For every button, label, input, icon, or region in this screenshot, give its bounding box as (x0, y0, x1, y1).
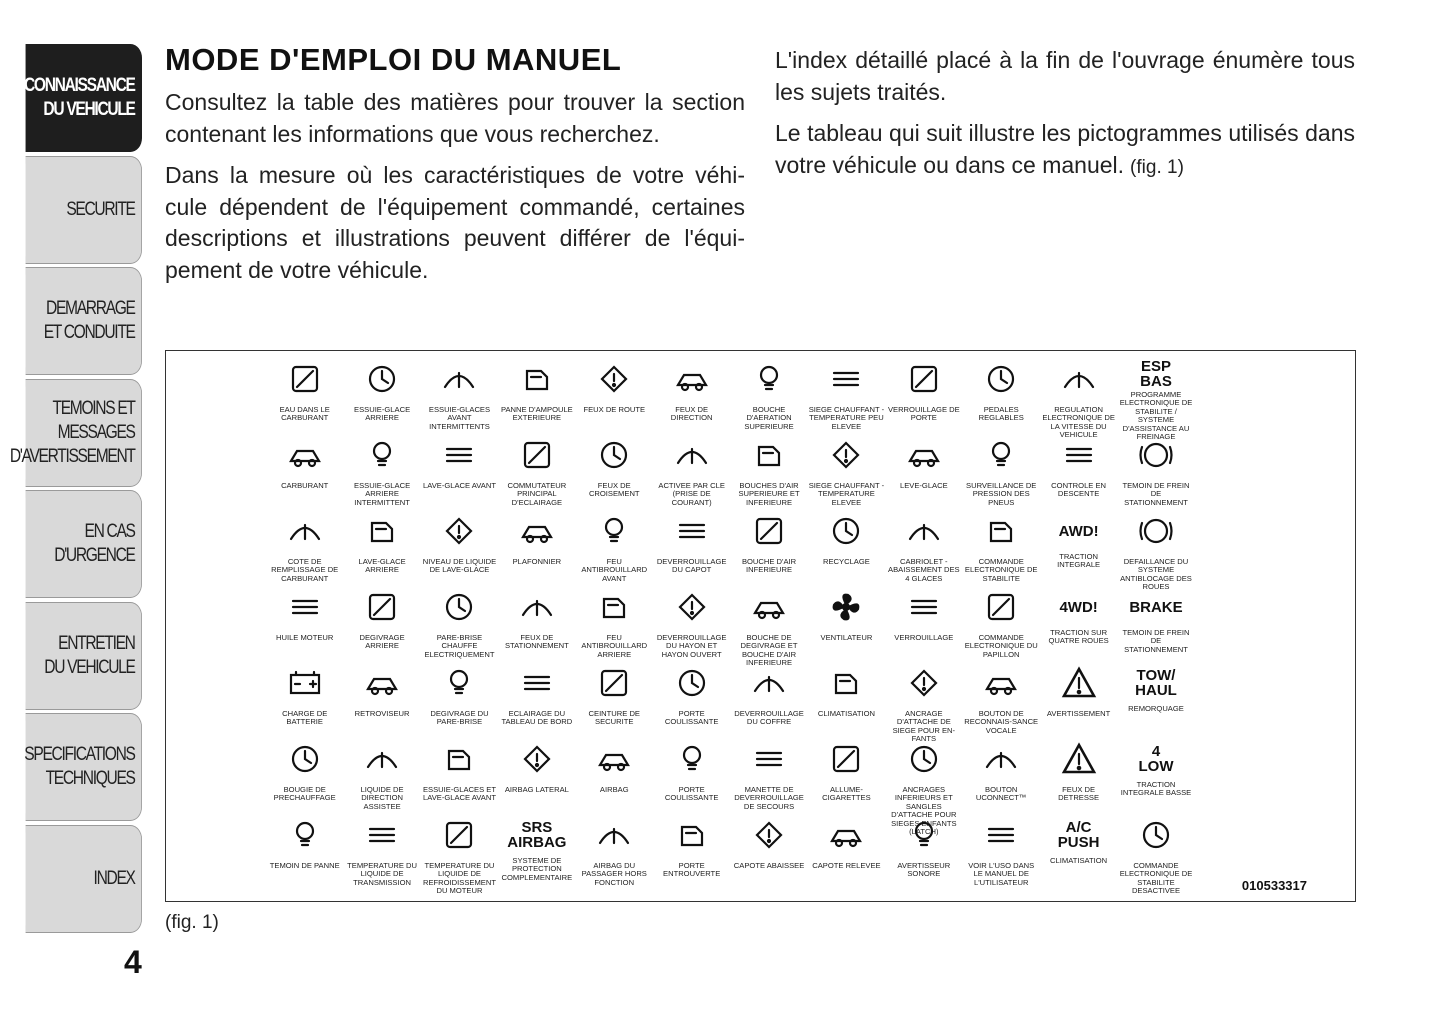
pictogram-label: LAVE-GLACE AVANT (422, 481, 496, 490)
pictogram-label: COTE DE REMPLISSAGE DE CARBURANT (271, 557, 339, 583)
pictogram-cell (576, 663, 653, 739)
blank-icon (1213, 587, 1253, 632)
pictogram-cell (576, 435, 653, 511)
fuel-door-side-icon (285, 511, 325, 556)
paragraph (775, 118, 1355, 183)
owners-manual-icon (981, 815, 1021, 860)
horn-icon (904, 815, 944, 860)
pictogram-label: ESSUIE-GLACES AVANT INTERMITTENTS (428, 405, 491, 431)
pictogram-label: VOIR L'USO DANS LE MANUEL DE L'UTILISATEUR (968, 861, 1035, 887)
seat-heater-high-icon (826, 359, 866, 404)
paragraph: Dans la mesure où les caractéristiques de votre véhi-cule dépendent de l'équipement commandé, certaines descriptions et illustrations peuvent différer de l'équi-pement de votre véhicule. (165, 162, 745, 283)
awd-text-icon: AWD! (1058, 522, 1099, 540)
cigarette-lighter-icon (826, 739, 866, 784)
pictogram-cell (1040, 435, 1117, 511)
pictogram-cell (1117, 358, 1194, 442)
ac-icon (826, 663, 866, 708)
pictogram-label: RECYCLAGE (823, 557, 870, 566)
tab-connaissance-du-vehicule[interactable]: CONNAISSANCE DU VEHICULE (26, 44, 142, 152)
front-fog-icon (594, 511, 634, 556)
pictogram-cell (730, 359, 807, 435)
low-beam-icon (594, 435, 634, 480)
pictogram-grid (266, 358, 1272, 896)
pictogram-cell (266, 587, 343, 663)
pictogram-label: SURVEILLANCE DE PRESSION DES PNEUS (966, 481, 1037, 507)
paragraph: Consultez la table des matières pour trouver la section contenant les informations que vous recherchez. (165, 89, 745, 147)
dome-light-icon (517, 511, 557, 556)
pictogram-label: PARE-BRISE CHAUFFE ELECTRIQUEMENT (424, 633, 495, 659)
pictogram-cell (808, 663, 885, 739)
pictogram-cell (421, 435, 498, 511)
parking-lights-icon (517, 587, 557, 632)
pictogram-cell (885, 511, 962, 587)
pictogram-label: BOUCHE D'AIR INFERIEURE (741, 557, 797, 575)
pictogram-label: TRACTION INTEGRALE BASSE (1120, 780, 1192, 798)
tab-demarrage-et-conduite[interactable]: DEMARRAGE ET CONDUITE (26, 267, 142, 375)
pictogram-label: TEMPERATURE DU LIQUIDE DE TRANSMISSION (347, 861, 418, 887)
blank-icon (1213, 435, 1253, 480)
pictogram-label: VENTILATEUR (820, 633, 873, 642)
pictogram-cell (808, 587, 885, 663)
pictogram-cell (343, 435, 420, 511)
pictogram-cell (1195, 435, 1272, 511)
pictogram-label: AIRBAG (599, 785, 629, 794)
pictogram-label: NIVEAU DE LIQUIDE DE LAVE-GLACE (422, 557, 497, 575)
pictogram-label: ANCRAGE D'ATTACHE DE SIEGE POUR EN-FANTS (892, 709, 956, 744)
pictogram-cell (498, 435, 575, 511)
pictogram-label: PANNE D'AMPOULE EXTERIEURE (500, 405, 573, 423)
blank-icon (1213, 739, 1253, 784)
front-washer-icon (439, 435, 479, 480)
pictogram-cell (963, 435, 1040, 511)
pictogram-label: CAPOTE RELEVEE (812, 861, 881, 870)
fuel-water-icon (285, 359, 325, 404)
pictogram-cell (653, 739, 730, 815)
pictogram-cell (885, 435, 962, 511)
blank-icon (1213, 815, 1253, 860)
bulb-fault-icon (517, 359, 557, 404)
pictogram-label: FEUX DE DIRECTION (670, 405, 713, 423)
pictogram-cell (653, 359, 730, 435)
tow-haul-text-icon: TOW/ HAUL (1135, 667, 1177, 699)
voice-button-icon (981, 663, 1021, 708)
pictogram-label: FEUX DE STATIONNEMENT (504, 633, 569, 651)
pictogram-label: VERROUILLAGE (894, 633, 954, 642)
pictogram-cell (266, 815, 343, 891)
mirror-defrost-icon (362, 663, 402, 708)
pictogram-label: CONTROLE EN DESCENTE (1051, 481, 1107, 499)
pictogram-label: ESSUIE-GLACES ET LAVE-GLACE AVANT (422, 785, 496, 803)
pictogram-cell (808, 815, 885, 891)
child-seat-anchor-icon (904, 663, 944, 708)
pictogram-label: CABRIOLET - ABAISSEMENT DES 4 GLACES (888, 557, 960, 583)
pictogram-label: FEU ANTIBROUILLARD AVANT (581, 557, 648, 583)
pictogram-label: BOUCHES D'AIR SUPERIEURE ET INFERIEURE (738, 481, 800, 507)
pictogram-cell (885, 739, 962, 837)
front-defrost-icon (439, 663, 479, 708)
pictogram-cell (963, 511, 1040, 587)
liftgate-release-icon (672, 587, 712, 632)
pictogram-cell (343, 739, 420, 815)
pictogram-label: TEMOIN DE PANNE (269, 861, 340, 870)
steering-fluid-icon (362, 739, 402, 784)
pictogram-cell (498, 587, 575, 663)
pictogram-label: CLIMATISATION (1050, 856, 1108, 865)
upper-lower-vent-icon (749, 435, 789, 480)
pictogram-label: ANCRAGES INFERIEURS ET SANGLES D'ATTACHE POUR SIEGES ENFANTS (LATCH) (891, 785, 957, 837)
stability-control-icon (981, 511, 1021, 556)
pictogram-cell (808, 511, 885, 587)
pictogram-cell (498, 663, 575, 739)
heated-windshield-icon (439, 587, 479, 632)
sliding-door-icon (672, 663, 712, 708)
pictogram-cell (498, 359, 575, 435)
pictogram-label: HUILE MOTEUR (276, 633, 334, 642)
srs-airbag-text-icon: SRS AIRBAG (507, 819, 567, 851)
pictogram-cell (1040, 739, 1117, 815)
hill-descent-icon (1059, 435, 1099, 480)
blank-icon (1213, 663, 1253, 708)
pictogram-label: DEVERROUILLAGE DU COFFRE (734, 709, 804, 727)
pictogram-label: BOUCHE D'AERATION SUPERIEURE (744, 405, 794, 431)
throttle-control-icon (981, 587, 1021, 632)
4-low-text-icon: 4 LOW (1138, 743, 1174, 775)
pictogram-cell (963, 663, 1040, 739)
esc-off-icon (1136, 815, 1176, 860)
pictogram-label: DEGIVRAGE DU PARE-BRISE (430, 709, 489, 727)
brake-warning-icon (1136, 435, 1176, 480)
pictogram-cell (421, 739, 498, 815)
pictogram-label: ACTIVEE PAR CLE (PRISE DE COURANT) (658, 481, 725, 507)
pictogram-cell (421, 587, 498, 663)
pictogram-label: AIRBAG DU PASSAGER HORS FONCTION (581, 861, 647, 887)
door-lock-icon (904, 359, 944, 404)
pictogram-cell (576, 359, 653, 435)
pictogram-label: AVERTISSEUR SONORE (897, 861, 951, 879)
pictogram-cell (343, 815, 420, 891)
hood-release-icon (672, 511, 712, 556)
pictogram-label: BOUTON UCONNECT™ (975, 785, 1027, 803)
figure-reference-link[interactable]: (fig. 1) (1130, 156, 1184, 178)
tab-specifications-techniques[interactable]: SPECIFICATIONS TECHNIQUES (26, 713, 142, 821)
pictogram-cell (730, 435, 807, 511)
door-ajar-icon (672, 815, 712, 860)
pictogram-cell (576, 587, 653, 663)
pictogram-label: LIQUIDE DE DIRECTION ASSISTEE (360, 785, 404, 811)
pictogram-cell (808, 435, 885, 511)
pictogram-label: PROGRAMME ELECTRONIQUE DE STABILITE / SYSTEME D'ASSISTANCE AU FREINAGE (1119, 390, 1193, 442)
ac-push-text-icon: A/C PUSH (1057, 819, 1100, 851)
pictogram-table-figure (165, 350, 1356, 902)
pictogram-label: CAPOTE ABAISSEE (733, 861, 805, 870)
pictogram-label: COMMANDE ELECTRONIQUE DE STABILITE (964, 557, 1038, 583)
pictogram-cell (653, 815, 730, 891)
pictogram-label: ALLUME-CIGARETTES (822, 785, 871, 803)
pictogram-cell (963, 815, 1040, 891)
pictogram-label: TEMPERATURE DU LIQUIDE DE REFROIDISSEMENT DU MOTEUR (422, 861, 496, 896)
pictogram-cell (653, 663, 730, 739)
pictogram-cell (885, 663, 962, 744)
pictogram-label: TEMOIN DE FREIN DE STATIONNEMENT (1122, 628, 1190, 654)
pictogram-label: EAU DANS LE CARBURANT (279, 405, 330, 423)
coolant-temp-icon (439, 815, 479, 860)
pictogram-cell (730, 587, 807, 668)
defrost-vent-icon (749, 587, 789, 632)
pictogram-label: CHARGE DE BATTERIE (282, 709, 328, 727)
esp-bas-text-icon: ESP BAS (1140, 358, 1172, 390)
convertible-windows-icon (904, 511, 944, 556)
pictogram-label: FEUX DE DETRESSE (1058, 785, 1100, 803)
pictogram-cell (653, 587, 730, 663)
pictogram-label: AVERTISSEMENT (1046, 709, 1111, 718)
pictogram-cell (1117, 435, 1194, 511)
pictogram-cell (1117, 815, 1194, 896)
pictogram-label: FEUX DE ROUTE (583, 405, 646, 414)
pictogram-label: ESSUIE-GLACE ARRIERE (354, 405, 411, 423)
pictogram-label: PORTE COULISSANTE (664, 709, 719, 727)
pictogram-label: LAVE-GLACE ARRIERE (358, 557, 406, 575)
tire-pressure-icon (981, 435, 1021, 480)
pictogram-label: ECLAIRAGE DU TABLEAU DE BORD (501, 709, 573, 727)
top-up-icon (826, 815, 866, 860)
top-down-icon (749, 815, 789, 860)
lockout-icon (904, 587, 944, 632)
pictogram-cell (1040, 815, 1117, 891)
sliding-door-2-icon (672, 739, 712, 784)
pictogram-label: PEDALES REGLABLES (978, 405, 1024, 423)
pictogram-cell (1040, 587, 1117, 663)
adjustable-pedals-icon (981, 359, 1021, 404)
pictogram-cell (266, 511, 343, 587)
pictogram-cell (1117, 511, 1194, 592)
pictogram-label: TRACTION INTEGRALE (1057, 552, 1101, 570)
pictogram-label: BOUTON DE RECONNAIS-SANCE VOCALE (964, 709, 1039, 735)
pictogram-label: FEU ANTIBROUILLARD ARRIERE (581, 633, 648, 659)
tab-securite[interactable]: SECURITE (26, 156, 142, 264)
rear-defrost-icon (362, 587, 402, 632)
pictogram-cell (576, 739, 653, 815)
pictogram-label: PORTE COULISSANTE (664, 785, 719, 803)
pictogram-label: RETROVISEUR (354, 709, 410, 718)
pictogram-cell (963, 587, 1040, 663)
pictogram-cell (576, 511, 653, 587)
key-power-icon (672, 435, 712, 480)
pictogram-cell (1040, 511, 1117, 587)
speed-control-icon (1059, 359, 1099, 404)
pictogram-cell (266, 435, 343, 511)
pictogram-label: BOUCHE DE DEGIVRAGE ET BOUCHE D'AIR INFERIEURE (740, 633, 798, 668)
pictogram-cell (808, 359, 885, 435)
pictogram-label: DEFAILLANCE DU SYSTEME ANTIBLOCAGE DES ROUES (1120, 557, 1192, 592)
pictogram-cell (653, 511, 730, 587)
pictogram-cell (963, 359, 1040, 435)
transmission-temp-icon (362, 815, 402, 860)
pictogram-cell (498, 739, 575, 815)
pictogram-cell (885, 587, 962, 663)
front-wiper-intermittent-icon (439, 359, 479, 404)
pictogram-cell (885, 815, 962, 891)
blank-icon (1213, 511, 1253, 556)
pictogram-label: DEGIVRAGE ARRIERE (359, 633, 405, 651)
pictogram-label: LEVE-GLACE (899, 481, 948, 490)
uconnect-icon (981, 739, 1021, 784)
pictogram-cell (498, 815, 575, 891)
pictogram-cell (1195, 511, 1272, 587)
rear-washer-intermittent-icon (362, 435, 402, 480)
pictogram-label: SIEGE CHAUFFANT - TEMPERATURE ELEVEE (808, 481, 885, 507)
pictogram-cell (421, 511, 498, 587)
figure-code: 010533317 (1241, 878, 1307, 893)
seat-heater-low-icon (826, 435, 866, 480)
pictogram-cell (808, 739, 885, 815)
pictogram-cell (1117, 739, 1194, 815)
pictogram-cell (1195, 739, 1272, 815)
hazard-icon (1059, 739, 1099, 784)
page-title: MODE D'EMPLOI DU MANUEL (165, 42, 622, 77)
pictogram-cell (421, 815, 498, 896)
pictogram-label: ESSUIE-GLACE ARRIERE INTERMITTENT (354, 481, 411, 507)
pictogram-label: SIEGE CHAUFFANT - TEMPERATURE PEU ELEVEE (808, 405, 885, 431)
pictogram-cell (498, 511, 575, 587)
high-beam-icon (594, 359, 634, 404)
pictogram-cell (421, 359, 498, 435)
pictogram-cell (1117, 587, 1194, 663)
tab-en-cas-d-urgence[interactable]: EN CAS D'URGENCE (26, 490, 142, 598)
lower-vent-icon (749, 511, 789, 556)
emergency-release-icon (749, 739, 789, 784)
figure-caption: (fig. 1) (165, 912, 219, 933)
pictogram-label: COMMUTATEUR PRINCIPAL D'ECLAIRAGE (507, 481, 567, 507)
upper-vent-icon (749, 359, 789, 404)
pictogram-label: REMORQUAGE (1128, 704, 1184, 713)
pictogram-cell (1195, 359, 1272, 435)
pictogram-cell (730, 511, 807, 587)
pictogram-cell (653, 435, 730, 511)
page-number: 4 (124, 944, 142, 980)
check-engine-icon (285, 815, 325, 860)
blank-icon (1213, 359, 1253, 404)
pictogram-label: TEMOIN DE FREIN DE STATIONNEMENT (1122, 481, 1190, 507)
pictogram-cell (343, 663, 420, 739)
pictogram-cell (343, 587, 420, 663)
airbag-icon (594, 739, 634, 784)
brake-text-icon: BRAKE (1129, 598, 1183, 616)
fan-icon (826, 587, 866, 632)
pictogram-cell (343, 511, 420, 587)
dash-light-icon (517, 663, 557, 708)
main-light-switch-icon (517, 435, 557, 480)
pictogram-cell (421, 663, 498, 739)
pictogram-label: SYSTEME DE PROTECTION COMPLEMENTAIRE (501, 856, 573, 882)
pictogram-label: PLAFONNIER (512, 557, 562, 566)
tab-index[interactable]: INDEX (26, 825, 142, 933)
side-airbag-icon (517, 739, 557, 784)
pictogram-cell (730, 663, 807, 739)
right-column (775, 45, 1355, 193)
tab-temoins-et-messages-d-avertissement[interactable]: TEMOINS ET MESSAGES D'AVERTISSEMENT (26, 379, 142, 487)
oil-icon (285, 587, 325, 632)
pictogram-cell (730, 815, 807, 891)
abs-icon (1136, 511, 1176, 556)
pictogram-cell (1195, 587, 1272, 663)
rear-wiper-icon (362, 359, 402, 404)
power-window-icon (904, 435, 944, 480)
pictogram-cell (576, 815, 653, 891)
recirculation-icon (826, 511, 866, 556)
pictogram-label: AIRBAG LATERAL (504, 785, 569, 794)
pictogram-label: VERROUILLAGE DE PORTE (887, 405, 960, 423)
battery-icon (285, 663, 325, 708)
rear-fog-icon (594, 587, 634, 632)
pictogram-label: CARBURANT (281, 481, 329, 490)
warning-triangle-icon (1059, 663, 1099, 708)
passenger-airbag-off-icon (594, 815, 634, 860)
washer-fluid-level-icon (439, 511, 479, 556)
pictogram-cell (885, 359, 962, 435)
turn-signal-icon (672, 359, 712, 404)
pictogram-label: MANETTE DE DEVERROUILLAGE DE SECOURS (734, 785, 804, 811)
pictogram-cell (266, 739, 343, 815)
pictogram-label: COMMANDE ELECTRONIQUE DU PAPILLON (964, 633, 1038, 659)
pictogram-label: COMMANDE ELECTRONIQUE DE STABILITE DESACTIVEE (1119, 861, 1193, 896)
pictogram-label: REGULATION ELECTRONIQUE DE LA VITESSE DU VEHICULE (1042, 405, 1115, 440)
pictogram-label: CEINTURE DE SECURITE (588, 709, 640, 727)
pictogram-label: DEVERROUILLAGE DU HAYON ET HAYON OUVERT (656, 633, 727, 659)
pictogram-label: CLIMATISATION (817, 709, 875, 718)
pictogram-cell (266, 359, 343, 435)
pictogram-label: FEUX DE CROISEMENT (588, 481, 640, 499)
left-column (165, 87, 745, 296)
pictogram-cell (963, 739, 1040, 815)
fuel-icon (285, 435, 325, 480)
pictogram-cell (266, 663, 343, 739)
seatbelt-icon (594, 663, 634, 708)
paragraph: L'index détaillé placé à la fin de l'ouvrage énumère tous les sujets traités. (775, 47, 1355, 105)
4wd-text-icon: 4WD! (1059, 598, 1098, 616)
trunk-release-icon (749, 663, 789, 708)
pictogram-cell (343, 359, 420, 435)
pictogram-label: DEVERROUILLAGE DU CAPOT (656, 557, 727, 575)
glow-plug-icon (285, 739, 325, 784)
tab-entretien-du-vehicule[interactable]: ENTRETIEN DU VEHICULE (26, 602, 142, 710)
pictogram-label: TRACTION SUR QUATRE ROUES (1048, 628, 1109, 646)
pictogram-cell (1040, 359, 1117, 440)
pictogram-label: PORTE ENTROUVERTE (663, 861, 721, 879)
rear-washer-icon (362, 511, 402, 556)
pictogram-cell (1040, 663, 1117, 739)
pictogram-cell (1195, 663, 1272, 739)
latch-anchors-icon (904, 739, 944, 784)
pictogram-cell (730, 739, 807, 815)
front-wiper-washer-icon (439, 739, 479, 784)
pictogram-cell (1117, 663, 1194, 739)
pictogram-label: BOUGIE DE PRECHAUFFAGE (273, 785, 336, 803)
paragraph-text: Le tableau qui suit illustre les pictogrammes utilisés dans votre véhicule ou dans ce manuel. (775, 120, 1355, 178)
